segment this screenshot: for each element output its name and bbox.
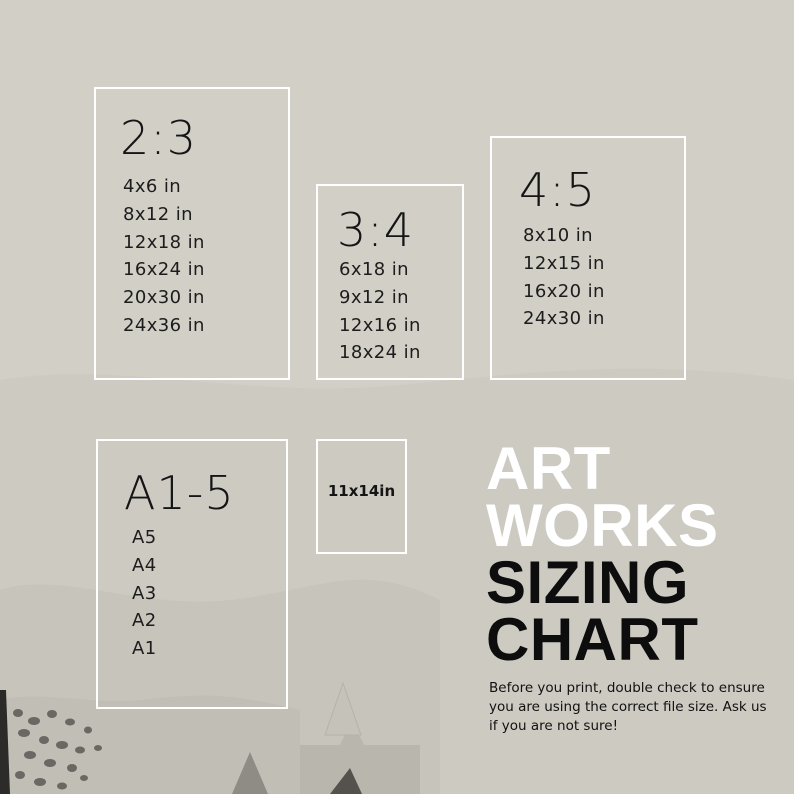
ratio-box-2-3: [94, 87, 290, 380]
ratio-title: 2:3: [120, 111, 198, 165]
headline-line-works: WORKS: [486, 492, 719, 559]
size-list: [132, 524, 157, 663]
size-item: 18x24 in: [339, 342, 421, 364]
ratio-box-4-5: [490, 136, 686, 380]
size-item: A2: [132, 610, 157, 632]
size-item: 12x18 in: [123, 231, 205, 253]
headline-line-art: ART: [486, 435, 611, 502]
size-item: A3: [132, 582, 157, 604]
size-item: 24x30 in: [523, 308, 605, 330]
size-item: 16x24 in: [123, 259, 205, 281]
size-list: [339, 256, 421, 367]
size-item: 20x30 in: [123, 287, 205, 309]
ratio-title: 4:5: [519, 163, 597, 217]
size-item: A1: [132, 638, 157, 660]
headline-line-chart: CHART: [486, 606, 699, 673]
size-box-11x14: [316, 439, 407, 554]
size-item: 24x36 in: [123, 314, 205, 336]
size-list: [523, 222, 605, 333]
size-item: 9x12 in: [339, 286, 409, 308]
size-item: 16x20 in: [523, 280, 605, 302]
ratio-title: 3:4: [337, 203, 415, 257]
ratio-box-3-4: [316, 184, 464, 380]
ratio-title: A1-5: [124, 466, 235, 520]
size-item: 12x15 in: [523, 252, 605, 274]
print-note: Before you print, double check to ensure you are using the correct file size. Ask us if you are not sure!: [489, 680, 767, 734]
size-item: 8x10 in: [523, 225, 593, 246]
size-item: A4: [132, 554, 157, 576]
size-item: 8x12 in: [123, 203, 193, 225]
size-item: 4x6 in: [123, 176, 182, 197]
size-list: [123, 173, 205, 340]
headline-line-sizing: SIZING: [486, 549, 690, 616]
chart-headline: [486, 435, 719, 673]
size-item: A5: [132, 527, 157, 548]
ratio-box-a1-5: [96, 439, 288, 709]
size-label: 11x14in: [327, 482, 396, 500]
size-item: 12x16 in: [339, 314, 421, 336]
size-item: 6x18 in: [339, 259, 409, 280]
